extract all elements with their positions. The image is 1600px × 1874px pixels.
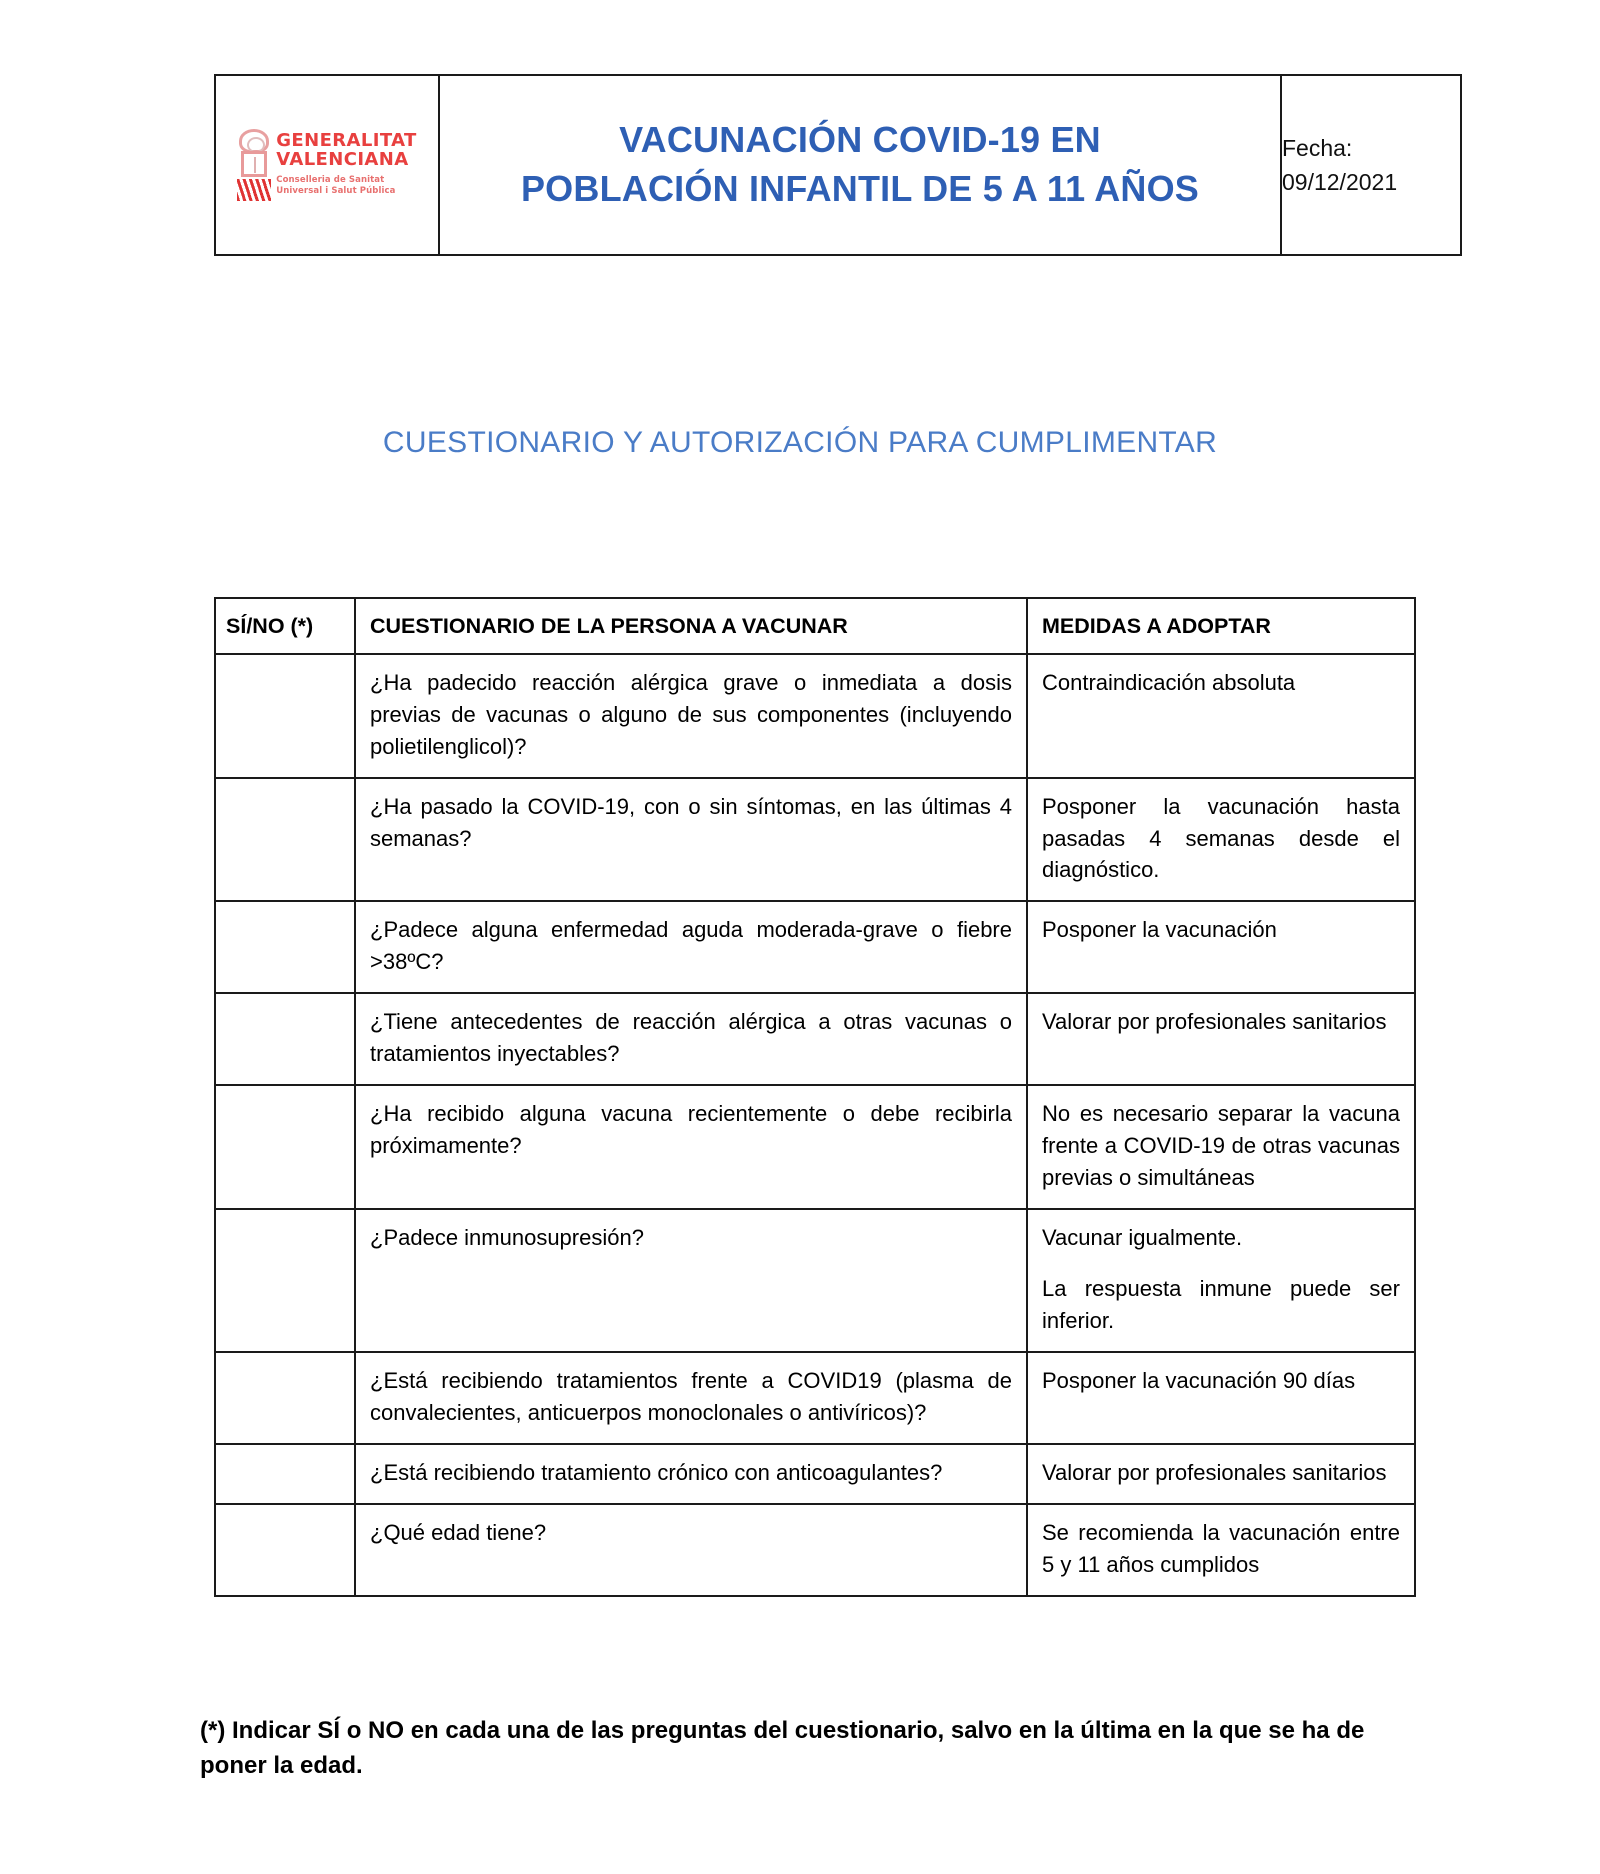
document-subtitle: CUESTIONARIO Y AUTORIZACIÓN PARA CUMPLIMENTAR — [382, 426, 1218, 459]
yesno-answer-field[interactable] — [215, 1209, 355, 1353]
question-text: ¿Padece inmunosupresión? — [355, 1209, 1027, 1353]
question-text: ¿Ha recibido alguna vacuna recientemente o debe recibirla próximamente? — [355, 1085, 1027, 1209]
table-row — [215, 901, 1415, 993]
logo-line-universal: Universal i Salut Pública — [276, 185, 396, 196]
yesno-answer-field[interactable] — [215, 901, 355, 993]
question-text: ¿Tiene antecedentes de reacción alérgica a otras vacunas o tratamientos inyectables? — [355, 993, 1027, 1085]
column-header-yesno: SÍ/NO (*) — [215, 598, 355, 654]
title-cell — [439, 75, 1281, 255]
yesno-answer-field[interactable] — [215, 1352, 355, 1444]
table-body — [215, 654, 1415, 1596]
question-text: ¿Padece alguna enfermedad aguda moderada-grave o fiebre >38ºC? — [355, 901, 1027, 993]
question-text: ¿Está recibiendo tratamiento crónico con anticoagulantes? — [355, 1444, 1027, 1504]
table-row — [215, 654, 1415, 778]
measure-text: Contraindicación absoluta — [1027, 654, 1415, 778]
question-text: ¿Está recibiendo tratamientos frente a COVID19 (plasma de convalecientes, anticuerpos monoclonales o antivíricos)? — [355, 1352, 1027, 1444]
yesno-answer-field[interactable] — [215, 654, 355, 778]
table-row — [215, 1504, 1415, 1596]
column-header-measure: MEDIDAS A ADOPTAR — [1027, 598, 1415, 654]
logo-line-valenciana: VALENCIANA — [276, 149, 409, 171]
document-header — [214, 74, 1462, 256]
question-text: ¿Ha padecido reacción alérgica grave o inmediata a dosis previas de vacunas o alguno de sus componentes (incluyendo polietilenglicol)? — [355, 654, 1027, 778]
generalitat-valenciana-logo — [237, 129, 416, 201]
crown-shape — [239, 129, 269, 153]
logo-line-generalitat: GENERALITAT — [276, 130, 417, 152]
table-row — [215, 1209, 1415, 1353]
measure-text: Posponer la vacunación 90 días — [1027, 1352, 1415, 1444]
yesno-answer-field[interactable] — [215, 993, 355, 1085]
date-label: Fecha: — [1282, 134, 1353, 161]
measure-text: Se recomienda la vacunación entre 5 y 11 años cumplidos — [1027, 1504, 1415, 1596]
date-cell — [1281, 75, 1461, 255]
column-header-question: CUESTIONARIO DE LA PERSONA A VACUNAR — [355, 598, 1027, 654]
yesno-answer-field[interactable] — [215, 1085, 355, 1209]
page-title-line-2: POBLACIÓN INFANTIL DE 5 A 11 AÑOS — [520, 168, 1200, 209]
measure-text: Valorar por profesionales sanitarios — [1027, 1444, 1415, 1504]
question-text: ¿Ha pasado la COVID-19, con o sin síntomas, en las últimas 4 semanas? — [355, 778, 1027, 902]
questionnaire-table — [214, 597, 1416, 1597]
table-row — [215, 1085, 1415, 1209]
measure-text: No es necesario separar la vacuna frente a COVID-19 de otras vacunas previas o simultáneas — [1027, 1085, 1415, 1209]
table-header-row — [215, 598, 1415, 654]
date-block — [1282, 131, 1460, 200]
logo-cell — [215, 75, 439, 255]
page-title — [440, 116, 1280, 213]
yesno-answer-field[interactable] — [215, 1444, 355, 1504]
logo-text — [276, 132, 416, 196]
measure-text: Posponer la vacunación hasta pasadas 4 semanas desde el diagnóstico. — [1027, 778, 1415, 902]
question-text: ¿Qué edad tiene? — [355, 1504, 1027, 1596]
senyera-stripes-shape — [237, 179, 271, 201]
shield-shape — [241, 151, 267, 177]
header-row — [215, 75, 1461, 255]
date-value: 09/12/2021 — [1282, 169, 1398, 195]
yesno-answer-field[interactable] — [215, 778, 355, 902]
table-row — [215, 778, 1415, 902]
logo-line-conselleria: Conselleria de Sanitat — [276, 175, 385, 186]
table-row — [215, 1444, 1415, 1504]
table-row — [215, 1352, 1415, 1444]
page-title-line-1: VACUNACIÓN COVID-19 EN — [619, 119, 1101, 161]
coat-of-arms-icon — [237, 129, 271, 201]
measure-text: Valorar por profesionales sanitarios — [1027, 993, 1415, 1085]
footnote-text: (*) Indicar SÍ o NO en cada una de las preguntas del cuestionario, salvo en la última en la que se ha de poner la edad. — [200, 1717, 1365, 1779]
measure-text: Posponer la vacunación — [1027, 901, 1415, 993]
measure-text: Vacunar igualmente. La respuesta inmune puede ser inferior. — [1027, 1209, 1415, 1353]
table-row — [215, 993, 1415, 1085]
yesno-answer-field[interactable] — [215, 1504, 355, 1596]
